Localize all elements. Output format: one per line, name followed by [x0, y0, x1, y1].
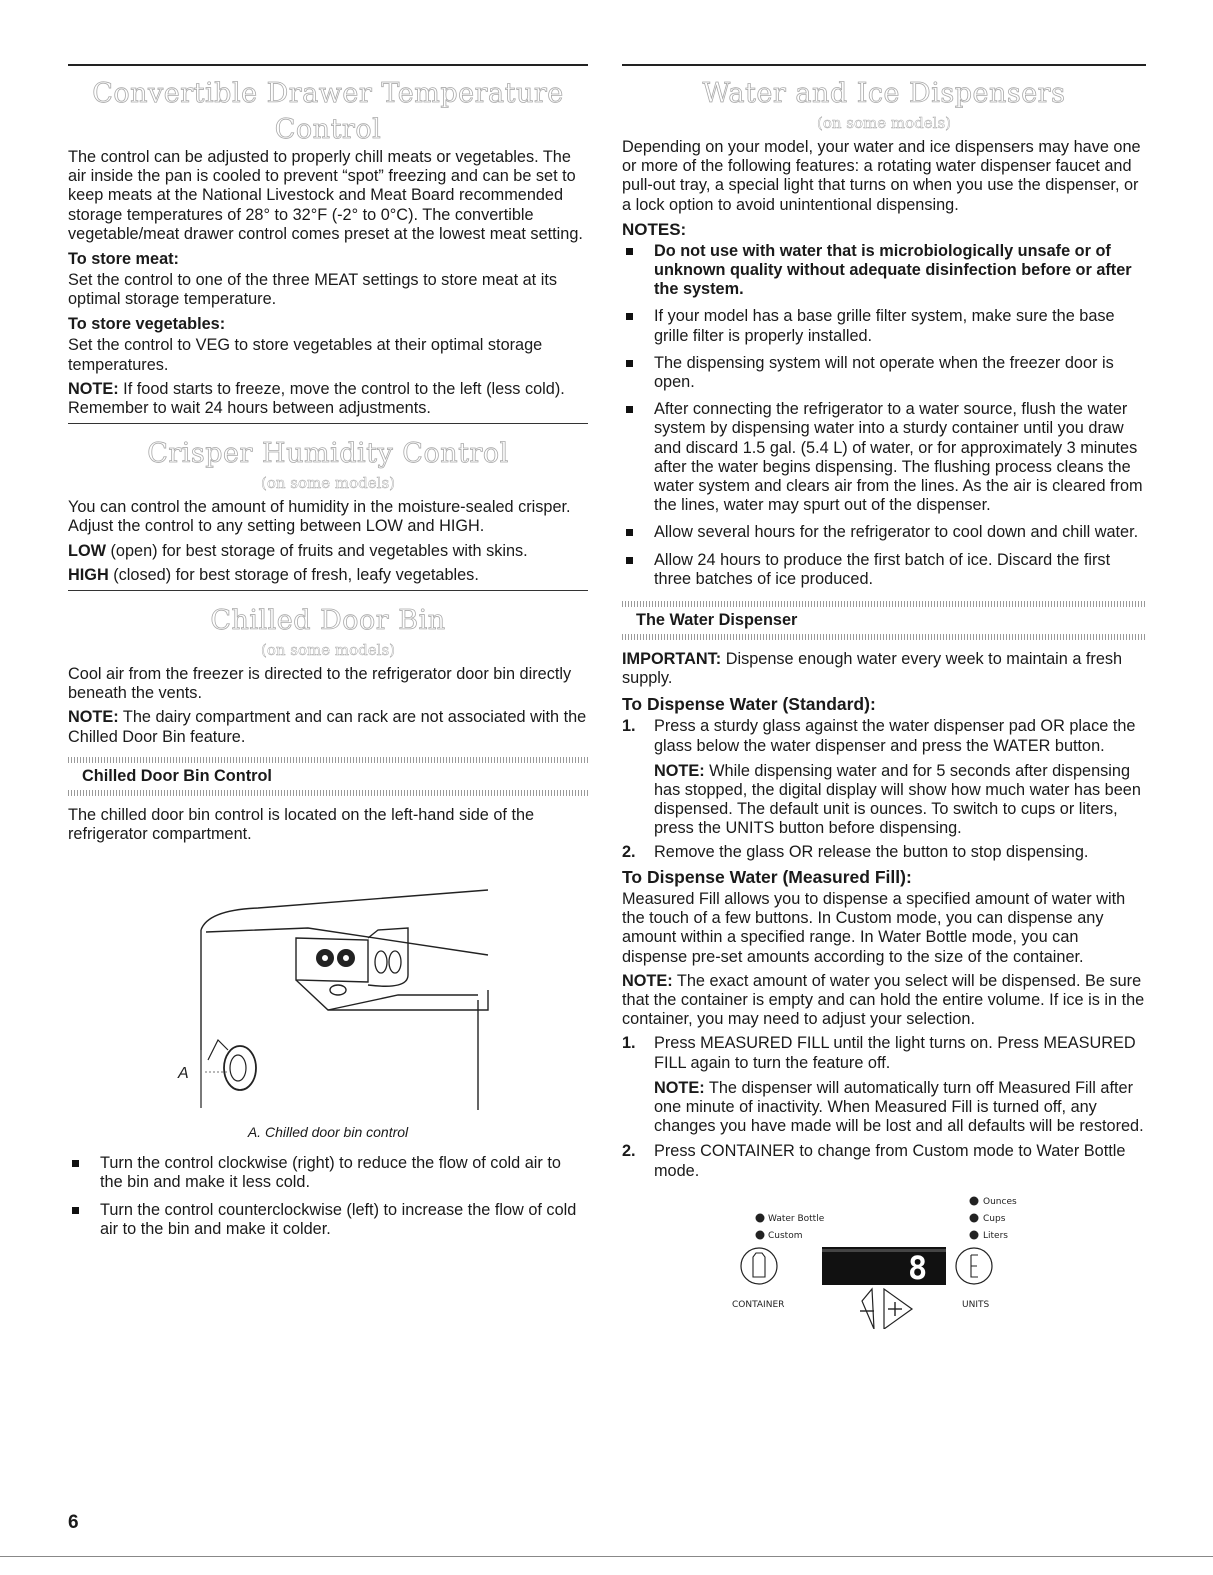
- list-item: [622, 843, 1146, 862]
- step-text: Press a sturdy glass against the water dispenser pad OR place the glass below the water dispenser and press the WATER button.: [654, 717, 1136, 755]
- convertible-intro: The control can be adjusted to properly chill meats or vegetables. The air inside the pan is cooled to prevent “spot” freezing and can be set to keep meats at the National Livestock and Meat Board recommended storage temperatures of 28° to 32°F (-2° to 0°C). The convertible vegetable/meat drawer control comes preset at the lowest meat setting.: [68, 148, 583, 243]
- note-warning: Do not use with water that is microbiologically unsafe or of unknown quality without adequate disinfection before or after the system.: [654, 241, 1132, 299]
- measured-note: [622, 972, 1146, 1030]
- note-text: The exact amount of water you select will be dispensed. Be sure that the container is empty and can hold the entire volume. If ice is in the container, you may need to adjust your selection.: [622, 971, 1145, 1029]
- cups-indicator: [970, 1213, 1006, 1224]
- note-text: If food starts to freeze, move the control to the left (less cold). Remember to wait 24 hours between adjustments.: [68, 379, 565, 418]
- crisper-low: [68, 542, 588, 561]
- section-title-convertible: Convertible Drawer Temperature Control: [92, 78, 564, 145]
- list-item: If your model has a base grille filter system, make sure the base grille filter is properly installed.: [622, 307, 1146, 345]
- step-number: 1.: [622, 1034, 636, 1053]
- measured-heading: To Dispense Water (Measured Fill):: [622, 866, 912, 887]
- list-item: [622, 242, 1146, 300]
- dispensers-intro: Depending on your model, your water and ice dispensers may have one or more of the following features: a rotating water dispenser faucet and pull-out tray, a special light that turns on when you use the dispenser, or a lock option to avoid unintentional dispensing.: [622, 138, 1141, 214]
- note-label: NOTE:: [68, 379, 119, 398]
- liters-indicator: [970, 1230, 1009, 1241]
- units-label: UNITS: [962, 1299, 990, 1310]
- important-note: [622, 650, 1146, 688]
- chilled-control-text: The chilled door bin control is located on the left-hand side of the refrigerator compartment.: [68, 805, 535, 844]
- crisper-intro: You can control the amount of humidity in the moisture-sealed crisper. Adjust the control to any setting between LOW and HIGH.: [68, 498, 571, 536]
- standard-steps: [622, 717, 1146, 861]
- water-bottle-indicator: [756, 1213, 825, 1224]
- step-number: 1.: [622, 717, 636, 736]
- water-bottle-label: Water Bottle: [768, 1213, 825, 1224]
- chilled-control-title: Chilled Door Bin Control: [82, 766, 272, 785]
- dispenser-control-panel: [622, 1189, 1146, 1329]
- step-text: Press CONTAINER to change from Custom mode to Water Bottle mode.: [654, 1142, 1126, 1180]
- ounces-indicator: [970, 1196, 1017, 1207]
- units-button: [956, 1248, 992, 1310]
- measured-steps: [622, 1034, 1146, 1180]
- refrigerator-illustration: [68, 850, 588, 1118]
- liters-label: Liters: [983, 1230, 1008, 1241]
- low-label: LOW: [68, 541, 106, 560]
- store-meat-text: Set the control to one of the three MEAT settings to store meat at its optimal storage temperature.: [68, 271, 557, 309]
- chilled-bullets: [68, 1154, 588, 1239]
- chilled-note: [68, 708, 588, 746]
- section-title-dispensers: Water and Ice Dispensers: [702, 78, 1066, 109]
- dispensers-subtitle: (on some models): [817, 114, 951, 132]
- store-veg-label: To store vegetables:: [68, 315, 226, 334]
- minus-button: [860, 1289, 874, 1329]
- container-label: CONTAINER: [732, 1299, 785, 1310]
- step-text: Remove the glass OR release the button to stop dispensing.: [654, 842, 1089, 861]
- section-title-chilled: Chilled Door Bin: [210, 605, 446, 637]
- ounces-label: Ounces: [983, 1196, 1017, 1207]
- list-item: [622, 717, 1146, 838]
- store-meat-label: To store meat:: [68, 250, 179, 269]
- control-panel-figure: [622, 1189, 1146, 1329]
- cups-label: Cups: [983, 1213, 1006, 1224]
- measured-intro: Measured Fill allows you to dispense a specified amount of water with the touch of a few buttons. In Custom mode, you can dispense any amount within a specified range. In Water Bottle mode, you can dispense pre-set amounts according to the size of the container.: [622, 889, 1126, 966]
- standard-heading: To Dispense Water (Standard):: [622, 694, 876, 715]
- step-note: [654, 762, 1146, 839]
- note-label: NOTE:: [68, 708, 119, 727]
- list-item: Turn the control clockwise (right) to reduce the flow of cold air to the bin and make it less cold.: [68, 1154, 588, 1192]
- list-item: [622, 1034, 1146, 1136]
- figure-label-a: A: [178, 1065, 189, 1083]
- figure-caption: A. Chilled door bin control: [247, 1124, 409, 1141]
- dotted-rule: [68, 790, 588, 796]
- right-column: [622, 64, 1146, 1329]
- crisper-subtitle: (on some models): [261, 474, 395, 493]
- top-rule: [68, 64, 588, 66]
- notes-label: NOTES:: [622, 219, 687, 239]
- list-item: Allow 24 hours to produce the first batch of ice. Discard the first three batches of ice produced.: [622, 551, 1146, 589]
- store-veg-text: Set the control to VEG to store vegetables at their optimal storage temperatures.: [68, 336, 543, 374]
- list-item: [622, 1142, 1146, 1180]
- section-title-crisper: Crisper Humidity Control: [147, 438, 509, 470]
- high-label: HIGH: [68, 565, 109, 584]
- chilled-bin-control-dial: [201, 1040, 256, 1108]
- chilled-intro: Cool air from the freezer is directed to the refrigerator door bin directly beneath the vents.: [68, 665, 572, 703]
- list-item: Allow several hours for the refrigerator to cool down and chill water.: [622, 523, 1146, 542]
- chilled-control-subheading: [68, 757, 588, 796]
- bottom-rule: [0, 1556, 1213, 1557]
- list-item: Turn the control counterclockwise (left) to increase the flow of cold air to the bin and make it colder.: [68, 1201, 588, 1239]
- section-divider: [68, 590, 588, 591]
- chilled-bin-figure: [68, 850, 588, 1118]
- note-label: NOTE:: [654, 761, 705, 780]
- step-note: [654, 1079, 1146, 1137]
- water-dispenser-title: The Water Dispenser: [636, 611, 798, 630]
- custom-indicator: [756, 1230, 803, 1241]
- list-item: The dispensing system will not operate when the freezer door is open.: [622, 354, 1146, 392]
- left-column: [68, 64, 588, 1247]
- important-label: IMPORTANT:: [622, 650, 722, 669]
- convertible-note: [68, 380, 588, 418]
- plus-button: [884, 1289, 912, 1329]
- water-dispenser-subheading: [622, 601, 1146, 640]
- low-text: (open) for best storage of fruits and vegetables with skins.: [105, 541, 528, 560]
- dotted-rule: [622, 634, 1146, 640]
- note-text: The dairy compartment and can rack are not associated with the Chilled Door Bin feature.: [68, 708, 587, 746]
- vent-icons: [316, 949, 401, 973]
- custom-label: Custom: [768, 1230, 803, 1241]
- note-label: NOTE:: [622, 971, 673, 990]
- chilled-subtitle: (on some models): [261, 641, 395, 660]
- crisper-high: [68, 566, 588, 585]
- note-text: The dispenser will automatically turn off Measured Fill after one minute of inactivity. When Measured Fill is turned off, any changes you have made will be lost and all defaults will be restored.: [654, 1078, 1144, 1136]
- step-number: 2.: [622, 1142, 636, 1161]
- digital-display: [822, 1247, 946, 1287]
- list-item: After connecting the refrigerator to a water source, flush the water system by dispensing water into a sturdy container until you draw and discard 1.5 gal. (5.4 L) of water, or for approximately 3 minutes after the water begins dispensing. The flushing process cleans the water system and clears air from the lines. As the air is cleared from the lines, water may spurt out of the dispenser.: [622, 400, 1146, 515]
- page-number: 6: [68, 1512, 79, 1533]
- note-text: While dispensing water and for 5 seconds after dispensing has stopped, the digital display will show how much water has been dispensed. The default unit is ounces. To switch to cups or liters, press the UNITS button before dispensing.: [654, 761, 1141, 838]
- important-text: Dispense enough water every week to maintain a fresh supply.: [622, 650, 1123, 688]
- step-text: Press MEASURED FILL until the light turns on. Press MEASURED FILL again to turn the feature off.: [654, 1034, 1136, 1072]
- section-divider: [68, 423, 588, 424]
- high-text: (closed) for best storage of fresh, leafy vegetables.: [108, 565, 479, 584]
- note-label: NOTE:: [654, 1078, 705, 1097]
- notes-list: [622, 242, 1146, 589]
- top-rule: [622, 64, 1146, 66]
- display-digit: 8: [908, 1248, 928, 1287]
- container-button: [732, 1248, 784, 1310]
- step-number: 2.: [622, 842, 636, 861]
